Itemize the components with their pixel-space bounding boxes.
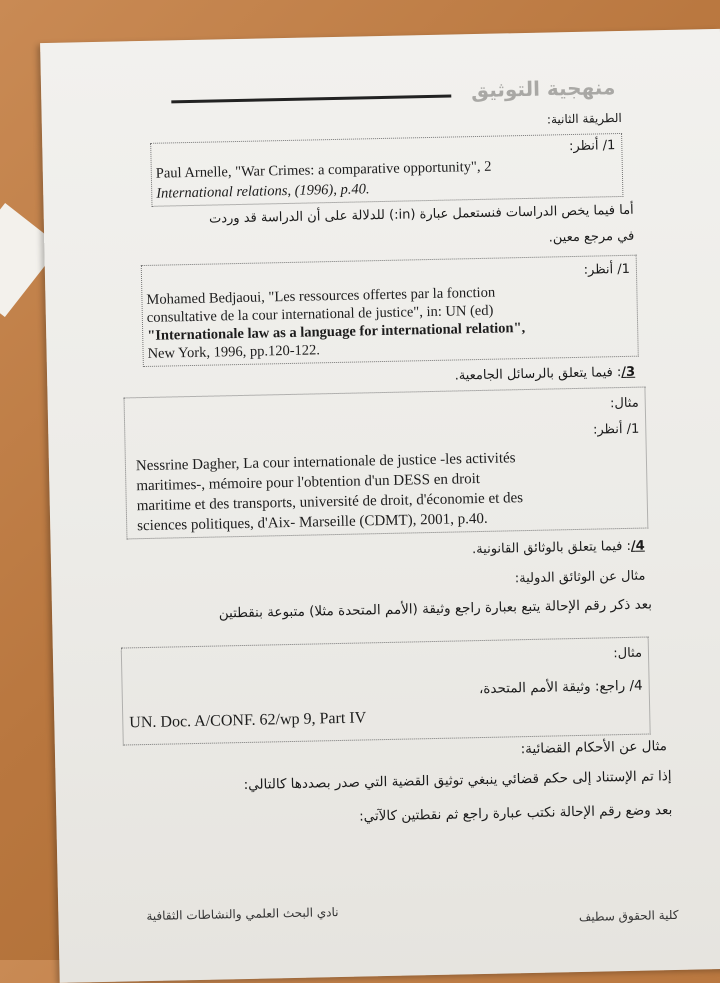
- in-usage-line-1: أما فيما يخص الدراسات فنستعمل عبارة (in:) للدلالة على أن الدراسة قد وردت: [208, 202, 634, 227]
- intl-docs-heading: مثال عن الوثائق الدولية:: [514, 568, 646, 587]
- see-label-3: 1/ أنظر:: [592, 421, 640, 438]
- citation-3-line-1: Nessrine Dagher, La cour internationale de justice -les activités: [135, 450, 516, 475]
- citation-1-line-2: International relations, (1996), p.40.: [156, 181, 370, 202]
- citation-2-line-1: Mohamed Bedjaoui, "Les ressources offertes par la fonction: [146, 284, 496, 308]
- citation-3-line-3: maritime et des transports, université de droit, d'économie et des: [136, 490, 524, 515]
- citation-1-line-1: Paul Arnelle, "War Crimes: a comparative opportunity", 2: [155, 158, 492, 182]
- citation-box-1: [150, 133, 623, 207]
- section-3-title: : فيما يتعلق بالرسائل الجامعية.: [454, 365, 622, 384]
- citation-3-line-4: sciences politiques, d'Aix- Marseille (CDMT), 2001, p.40.: [137, 510, 488, 535]
- see-label-2: 1/ أنظر:: [583, 261, 631, 278]
- citation-2-line-3: "Internationale law as a language for international relation",: [147, 320, 526, 344]
- in-usage-line-2: في مرجع معين.: [548, 228, 635, 246]
- footer-club: نادي البحث العلمي والنشاطات الثقافية: [146, 905, 339, 924]
- footer-faculty: كلية الحقوق سطيف: [578, 907, 679, 925]
- header-stamp: منهجية التوثيق: [470, 75, 616, 103]
- citation-box-2: [141, 255, 639, 367]
- intl-docs-rule: بعد ذكر رقم الإحالة يتبع بعبارة راجع وثيقة (الأمم المتحدة مثلا) متبوعة بنقطتين: [218, 596, 653, 622]
- citation-3-line-2: maritimes-, mémoire pour l'obtention d'un DESS en droit: [136, 471, 481, 495]
- citation-box-4: [121, 637, 651, 746]
- section-3-number: 3/: [621, 364, 636, 381]
- citation-2-line-2: consultative de la cour international de justice", in: UN (ed): [146, 302, 494, 326]
- section-4-heading: [472, 539, 645, 558]
- method-heading: الطريقة الثانية:: [546, 110, 622, 127]
- document-page: [40, 29, 720, 983]
- judicial-line-2: بعد وضع رقم الإحالة نكتب عبارة راجع ثم نقطتين كالآتي:: [359, 802, 673, 825]
- citation-box-3: [124, 387, 649, 540]
- example-label-4: مثال:: [613, 645, 643, 662]
- judicial-line-1: إذا تم الإستناد إلى حكم قضائي ينبغي توثيق القضية التي صدر بصددها كالتالي:: [243, 768, 672, 794]
- judicial-heading: مثال عن الأحكام القضائية:: [520, 738, 668, 758]
- citation-2-line-4: New York, 1996, pp.120-122.: [147, 342, 321, 362]
- see-label-4: 4/ راجع: وثيقة الأمم المتحدة،: [478, 677, 643, 698]
- see-label-1: 1/ أنظر:: [568, 138, 616, 155]
- header-rule: [171, 95, 451, 104]
- un-doc-reference: UN. Doc. A/CONF. 62/wp 9, Part IV: [129, 709, 367, 732]
- section-4-title: : فيما يتعلق بالوثائق القانونية.: [471, 538, 632, 558]
- section-4-number: 4/: [630, 538, 645, 554]
- section-3-heading: [454, 365, 635, 384]
- example-label-3: مثال:: [609, 395, 639, 412]
